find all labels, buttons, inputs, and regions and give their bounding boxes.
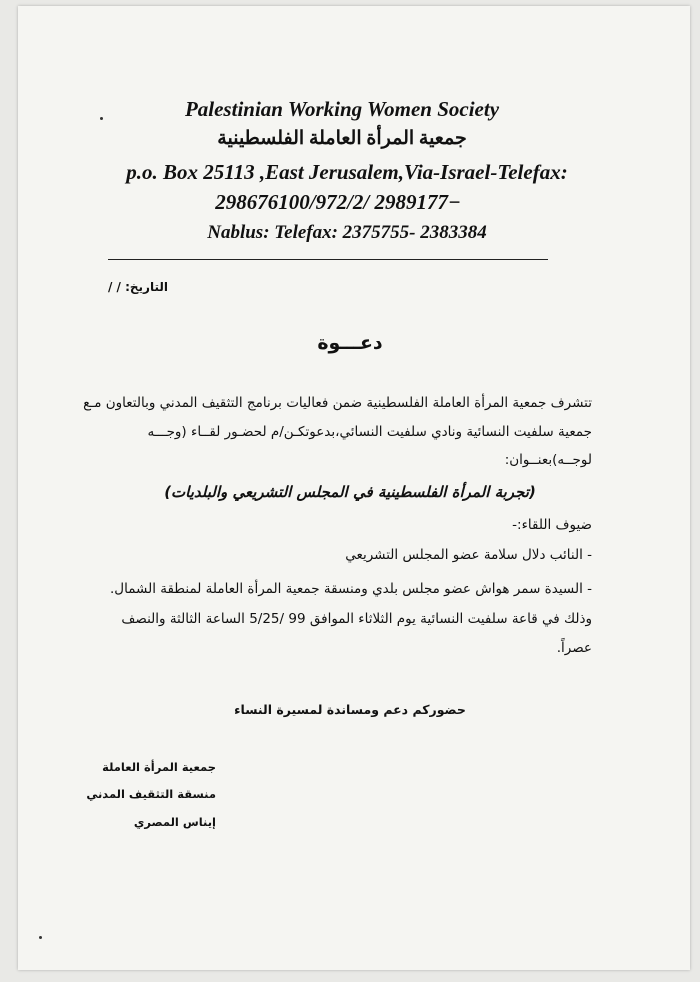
body-line-2: جمعية سلفيت النسائية ونادي سلفيت النسائي،بدعوتكـن/م لحضـور لقــاء (وجـــه bbox=[147, 424, 592, 440]
org-name-english: Palestinian Working Women Society bbox=[184, 97, 500, 121]
signature-role: منسقة التثقيف المدني bbox=[86, 787, 216, 801]
venue-line: وذلك في قاعة سلفيت النسائية يوم الثلاثاء الموافق 99 /5/25 الساعة الثالثة والنصف bbox=[121, 611, 592, 627]
body-line-3: لوجــه)بعنــوان: bbox=[504, 452, 592, 468]
date-label: التاريخ: / / bbox=[107, 280, 168, 294]
invitation-title: دعـــوة bbox=[317, 332, 383, 354]
address-line: p.o. Box 25113 ,East Jerusalem,Via-Israel-Telefax: bbox=[126, 160, 568, 184]
body-line-1: تتشرف جمعية المرأة العاملة الفلسطينية ضمن فعاليات برنامج التثقيف المدني وبالتعاون مـع bbox=[83, 395, 592, 411]
nablus-line: Nablus: Telefax: 2375755- 2383384 bbox=[207, 222, 487, 243]
org-name-arabic: جمعية المرأة العاملة الفلسطينية bbox=[217, 128, 467, 149]
paper-speck bbox=[39, 936, 42, 939]
guests-label: ضيوف اللقاء:- bbox=[512, 517, 592, 533]
guest-2: - السيدة سمر هواش عضو مجلس بلدي ومنسقة جمعية المرأة العاملة لمنطقة الشمال. bbox=[110, 581, 592, 597]
signature-org: جمعية المرأة العاملة bbox=[102, 760, 216, 774]
meeting-topic: (تجربة المرأة الفلسطينية في المجلس التشريعي والبلديات) bbox=[164, 483, 536, 501]
paper-speck bbox=[100, 117, 103, 120]
support-line: حضوركم دعم ومساندة لمسيرة النساء bbox=[234, 702, 466, 717]
header-divider bbox=[108, 259, 548, 260]
phone-line: 298676100/972/2/ 2989177− bbox=[215, 190, 461, 214]
venue-line-end: عصراً. bbox=[556, 640, 592, 656]
signature-name: إيناس المصري bbox=[133, 815, 216, 829]
guest-1: - النائب دلال سلامة عضو المجلس التشريعي bbox=[345, 547, 592, 563]
